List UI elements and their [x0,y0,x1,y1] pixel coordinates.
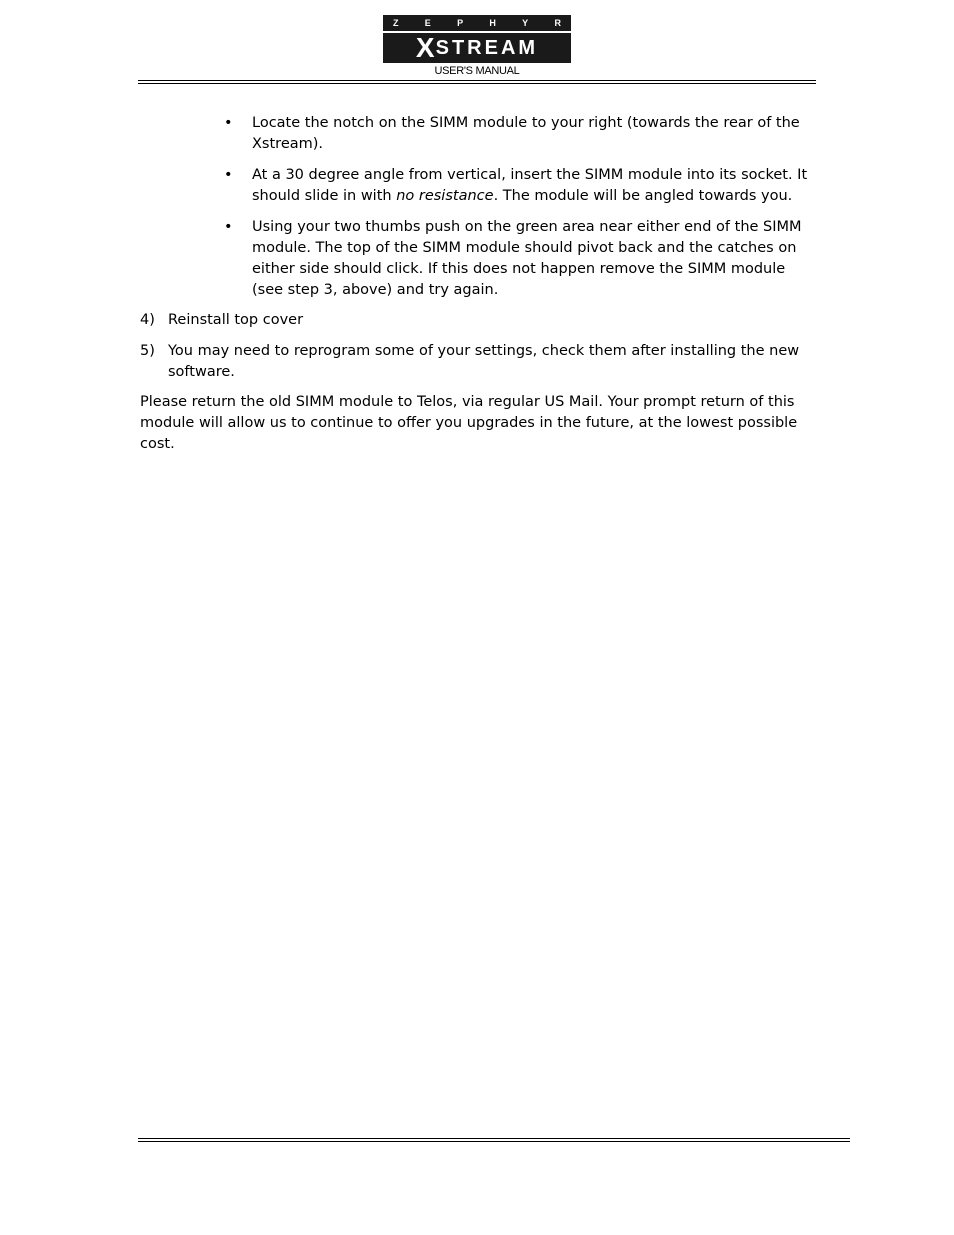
header-rule [138,80,816,81]
closing-paragraph: Please return the old SIMM module to Telos, via regular US Mail. Your prompt return of this module will allow us to continue to offer you upgrades in the future, at the lowest possible cost. [140,394,798,452]
bullet-icon: • [224,219,233,235]
logo-zephyr-letters [383,15,571,31]
logo-x: X [415,32,435,63]
header-rule [138,83,816,84]
bullet-text: Using your two thumbs push on the green area near either end of the SIMM module. The top of the SIMM module should pivot back and the catches on either side should click. If this does not happen remove the SIMM module (see step 3, above) and try again. [252,219,802,298]
zephyr-xstream-logo [383,15,571,63]
emphasis-text: no resistance [396,188,494,204]
step-text: Reinstall top cover [168,312,304,328]
users-manual-label: USER'S MANUAL [434,65,520,77]
logo-letter: Y [522,18,529,28]
logo-stream: STREAM [435,36,539,59]
logo-letter: Z [393,18,399,28]
logo-letter: R [554,18,561,28]
footer-rule [138,1141,850,1142]
bullet-icon: • [224,167,233,183]
footer-rule [138,1138,850,1139]
step-text: You may need to reprogram some of your settings, check them after installing the new software. [168,343,800,380]
logo-xstream-wordmark [383,33,571,63]
logo-letter: E [424,18,431,28]
bullet-text: Locate the notch on the SIMM module to your right (towards the rear of the Xstream). [252,115,800,152]
bullet-icon: • [224,115,233,131]
logo-letter: H [489,18,496,28]
logo-letter: P [457,18,464,28]
bullet-text: At a 30 degree angle from vertical, insert the SIMM module into its socket. It should slide in with no resistance. The module will be angled towards you. [252,167,808,204]
step-number: 5) [140,343,155,359]
step-number: 4) [140,312,155,328]
